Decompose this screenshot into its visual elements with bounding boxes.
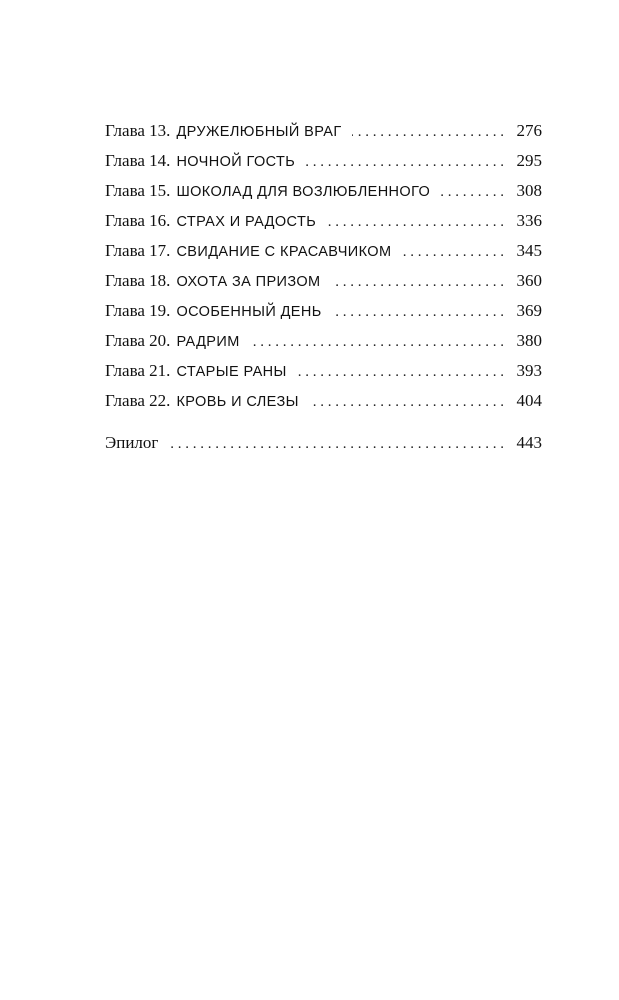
chapter-number: Глава 13. — [105, 121, 171, 140]
toc-entry-chapter-16 — [105, 206, 542, 236]
epilogue-label: Эпилог — [105, 433, 159, 452]
dot-leader — [331, 267, 504, 297]
chapter-title: СТАРЫЕ РАНЫ — [176, 364, 287, 380]
dot-leader — [309, 387, 504, 417]
chapter-title: ДРУЖЕЛЮБНЫЙ ВРАГ — [176, 124, 342, 140]
chapter-title: СТРАХ И РАДОСТЬ — [176, 214, 317, 230]
page-number: 360 — [516, 271, 542, 290]
toc-entry-chapter-18 — [105, 266, 542, 296]
page-number: 276 — [516, 121, 542, 140]
chapter-number: Глава 21. — [105, 361, 171, 380]
toc-entry-chapter-19 — [105, 296, 542, 326]
page-number: 404 — [516, 391, 542, 410]
toc-entry-chapter-13 — [105, 116, 542, 146]
toc-entry-chapter-17 — [105, 236, 542, 266]
dot-leader — [401, 237, 504, 267]
page-number: 369 — [516, 301, 542, 320]
toc-entry-epilogue — [105, 428, 542, 458]
toc-entry-chapter-14 — [105, 146, 542, 176]
chapter-title: КРОВЬ И СЛЕЗЫ — [176, 394, 299, 410]
chapter-number: Глава 19. — [105, 301, 171, 320]
chapter-number: Глава 15. — [105, 181, 171, 200]
chapter-title: ОСОБЕННЫЙ ДЕНЬ — [176, 304, 322, 320]
chapter-number: Глава 18. — [105, 271, 171, 290]
page-number: 308 — [516, 181, 542, 200]
dot-leader — [332, 297, 504, 327]
dot-leader — [352, 117, 504, 147]
page-number: 295 — [516, 151, 542, 170]
chapter-title: ОХОТА ЗА ПРИЗОМ — [176, 274, 321, 290]
chapter-number: Глава 22. — [105, 391, 171, 410]
toc-entry-chapter-22 — [105, 386, 542, 416]
chapter-title: СВИДАНИЕ С КРАСАВЧИКОМ — [176, 244, 392, 260]
chapter-title: ШОКОЛАД ДЛЯ ВОЗЛЮБЛЕННОГО — [176, 184, 431, 200]
chapter-number: Глава 20. — [105, 331, 171, 350]
dot-leader — [326, 207, 504, 237]
table-of-contents — [105, 116, 542, 458]
page-number: 345 — [516, 241, 542, 260]
chapter-title: НОЧНОЙ ГОСТЬ — [176, 154, 296, 170]
dot-leader — [440, 177, 504, 207]
page-number: 336 — [516, 211, 542, 230]
dot-leader — [250, 327, 504, 357]
page-number: 380 — [516, 331, 542, 350]
toc-entry-chapter-20 — [105, 326, 542, 356]
chapter-number: Глава 16. — [105, 211, 171, 230]
page-number: 393 — [516, 361, 542, 380]
page-number: 443 — [516, 433, 542, 452]
dot-leader — [297, 357, 504, 387]
dot-leader — [305, 147, 504, 177]
dot-leader — [168, 429, 504, 459]
chapter-title: РАДРИМ — [176, 334, 240, 350]
toc-entry-chapter-15 — [105, 176, 542, 206]
chapter-number: Глава 17. — [105, 241, 171, 260]
toc-entry-chapter-21 — [105, 356, 542, 386]
chapter-number: Глава 14. — [105, 151, 171, 170]
